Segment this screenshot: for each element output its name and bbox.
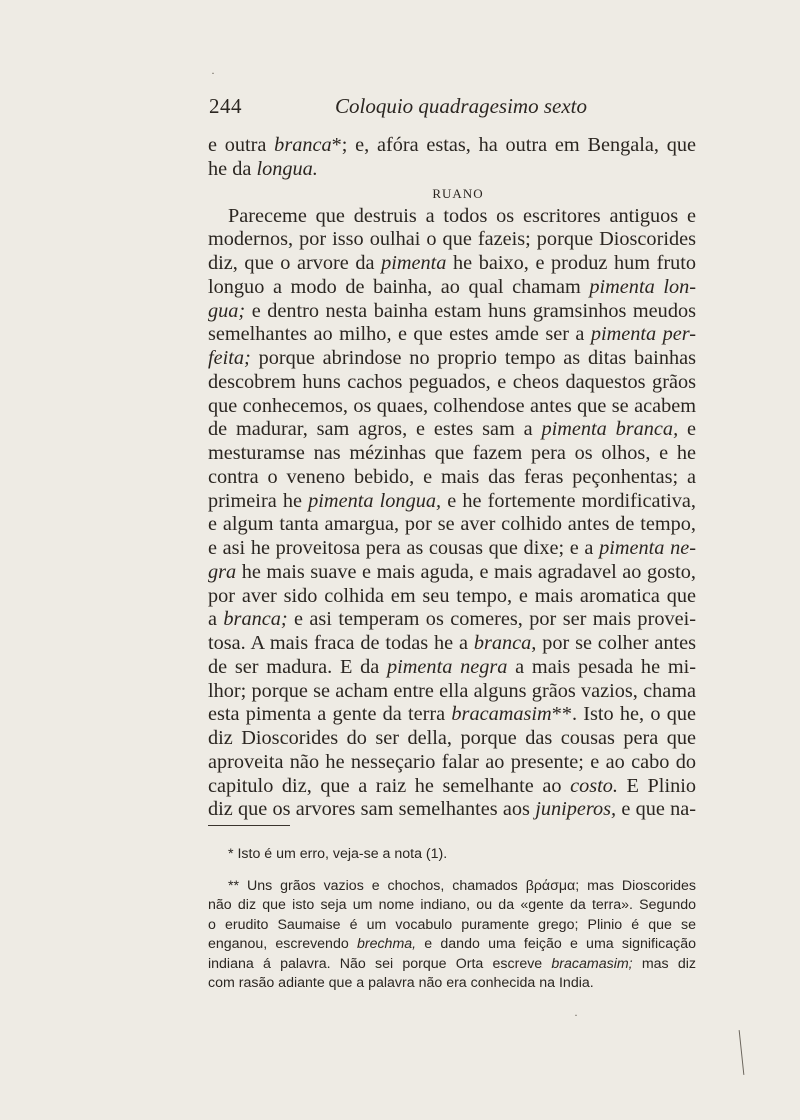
text-line: e algum tanta amargua, por se aver colhido antes de tempo, <box>208 513 696 536</box>
ink-speck: · <box>574 1008 578 1022</box>
text-line: semelhantes ao milho, e que estes amde ser a pimenta per- <box>208 323 696 346</box>
text-line: longuo a modo de bainha, ao qual chamam pimenta lon- <box>208 275 696 298</box>
running-head <box>205 94 695 122</box>
text-line: diz que os arvores sam semelhantes aos juniperos, e que na- <box>208 798 696 821</box>
text-line: por aver sido colhida em seu tempo, e mais aromatica que <box>208 584 696 607</box>
footnote-2-line: não diz que isto seja um nome indiano, ou da «gente da terra». Segundo <box>208 897 696 913</box>
text-line: de ser madura. E da pimenta negra a mais pesada he mi- <box>208 655 696 678</box>
text-line: diz Dioscorides do ser della, porque das cousas pera que <box>208 727 696 749</box>
page-edge-mark <box>739 1030 745 1075</box>
text-line: contra o veneno bebido, e mais das feras peçonhentas; a <box>208 465 696 488</box>
footnote-rule <box>208 825 290 826</box>
ink-speck: · <box>211 66 215 80</box>
main-text <box>208 134 696 822</box>
text-line: capitulo diz, que a raiz he semelhante ao costo. E Plinio <box>208 774 696 797</box>
text-line: tosa. A mais fraca de todas he a branca, por se colher antes <box>208 632 696 654</box>
text-line: gua; e dentro nesta bainha estam huns gramsinhos meudos <box>208 299 696 322</box>
footnote-1: * Isto é um erro, veja-se a nota (1). <box>228 846 448 862</box>
text-line: he da longua. <box>208 157 318 180</box>
text-line: a branca; e asi temperam os comeres, por ser mais provei- <box>208 608 696 631</box>
text-line: feita; porque abrindose no proprio tempo as ditas bainhas <box>208 347 696 369</box>
text-line: e outra branca*; e, afóra estas, ha outra em Bengala, que <box>208 134 696 156</box>
text-line: aproveita não he nesseçario falar ao presente; e ao cabo do <box>208 750 696 773</box>
text-line: de madurar, sam agros, e estes sam a pimenta branca, e <box>208 418 696 441</box>
text-line: mesturamse nas mézinhas que fazem pera os olhos, e he <box>208 442 696 464</box>
speaker-name: RUANO <box>432 185 484 201</box>
page-number: 244 <box>209 94 242 118</box>
text-line: que conhecemos, os quaes, colhendose antes que se acabem <box>208 394 696 417</box>
text-line: e asi he proveitosa pera as cousas que dixe; e a pimenta ne- <box>208 537 696 559</box>
footnote-2-line: ** Uns grãos vazios e chochos, chamados βράσμα; mas Dioscorides <box>228 877 697 894</box>
text-line: modernos, por isso oulhai o que fazeis; porque Dioscorides <box>208 228 696 251</box>
text-line: diz, que o arvore da pimenta he baixo, e produz hum fruto <box>208 252 696 274</box>
footnote-2-line: o erudito Saumaise é um vocabulo puramente grego; Plinio é que se <box>208 916 696 933</box>
text-line: Pareceme que destruis a todos os escritores antiguos e <box>228 204 696 227</box>
footnotes <box>208 845 696 994</box>
footnote-2-line: enganou, escrevendo brechma, e dando uma feição e uma significação <box>208 936 696 952</box>
text-line: lhor; porque se acham entre ella alguns grãos vazios, chama <box>208 679 696 702</box>
text-line: gra he mais suave e mais aguda, e mais agradavel ao gosto, <box>208 560 696 583</box>
text-line: descobrem huns cachos peguados, e cheos daquestos grãos <box>208 370 696 393</box>
footnote-2-line: com rasão adiante que a palavra não era conhecida na India. <box>208 975 594 991</box>
footnote-2-line: indiana á palavra. Não sei porque Orta escreve bracamasim; mas diz <box>208 955 697 972</box>
text-line: esta pimenta a gente da terra bracamasim**. Isto he, o que <box>208 703 696 726</box>
text-line: primeira he pimenta longua, e he fortemente mordificativa, <box>208 489 696 512</box>
running-title: Coloquio quadragesimo sexto <box>335 94 587 118</box>
